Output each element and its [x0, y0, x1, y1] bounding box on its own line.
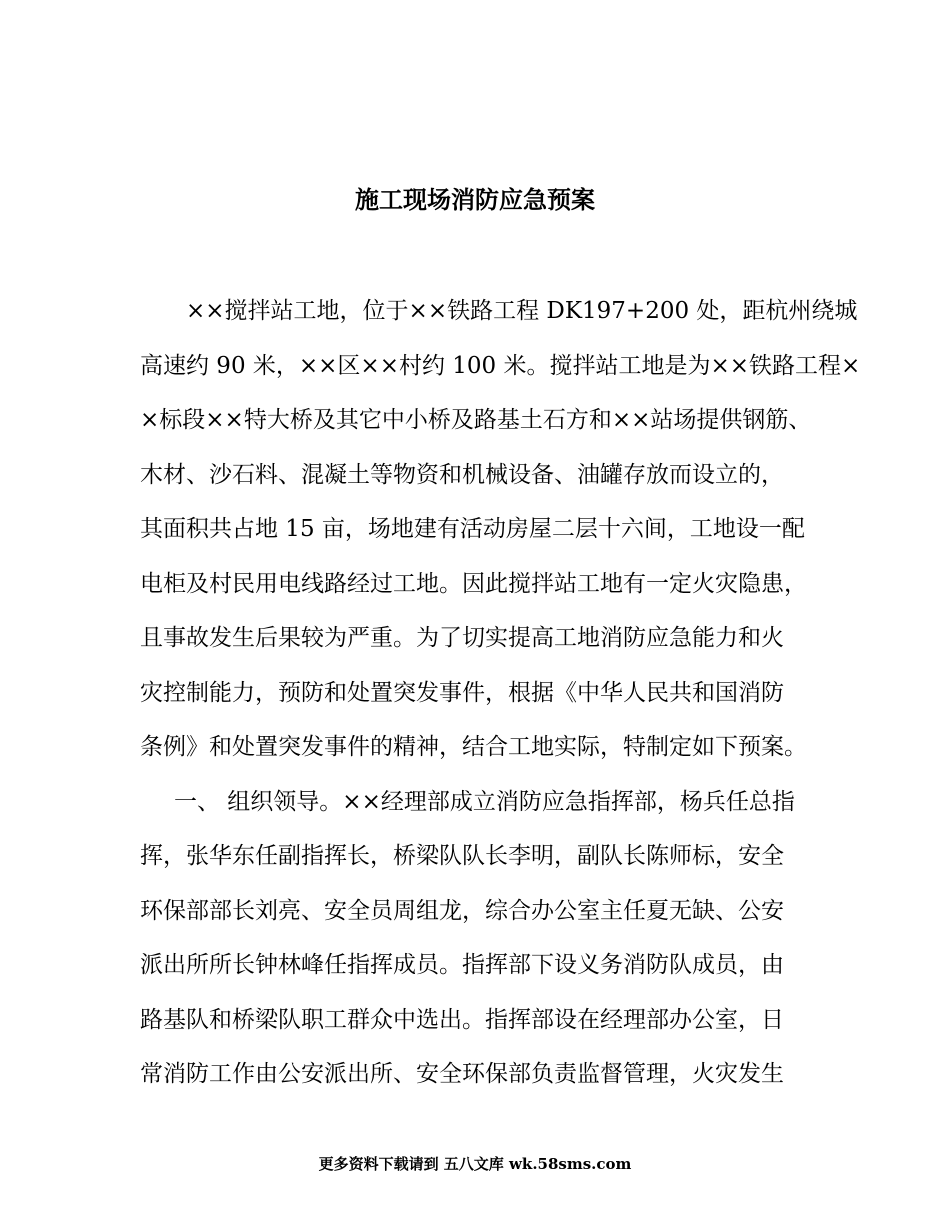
- text-line: 高速约 90 米，××区××村约 100 米。搅拌站工地是为××铁路工程×: [140, 352, 861, 379]
- text-line: ××搅拌站工地，位于××铁路工程 DK197+200 处，距杭州绕城: [186, 298, 858, 324]
- text-line: 且事故发生后果较为严重。为了切实提高工地消防应急能力和火: [140, 625, 784, 651]
- footer-download-link[interactable]: 更多资料下载请到 五八文库 wk.58sms.com: [318, 1155, 632, 1173]
- document-body: [140, 284, 861, 1102]
- text-line: 挥，张华东任副指挥长，桥梁队队长李明，副队长陈师标，安全: [140, 843, 784, 869]
- text-line: 路基队和桥梁队职工群众中选出。指挥部设在经理部办公室，日: [140, 1006, 784, 1033]
- text-line: 派出所所长钟林峰任指挥成员。指挥部下设义务消防队成员，由: [140, 952, 784, 978]
- section-heading-line: 一、 组织领导。××经理部成立消防应急指挥部，杨兵任总指: [174, 788, 795, 815]
- text-line: 常消防工作由公安派出所、安全环保部负责监督管理，火灾发生: [140, 1061, 784, 1087]
- text-line: 环保部部长刘亮、安全员周组龙，综合办公室主任夏无缺、公安: [140, 897, 784, 924]
- text-line: 条例》和处置突发事件的精神，结合工地实际，特制定如下预案。: [140, 734, 807, 760]
- page-title: 施工现场消防应急预案: [355, 185, 595, 214]
- text-line: 电柜及村民用电线路经过工地。因此搅拌站工地有一定火灾隐患，: [140, 570, 807, 597]
- text-line: 木材、沙石料、混凝土等物资和机械设备、油罐存放而设立的，: [140, 461, 784, 488]
- text-line: ×标段××特大桥及其它中小桥及路基土石方和××站场提供钢筋、: [140, 407, 812, 433]
- text-line: 灾控制能力，预防和处置突发事件，根据《中华人民共和国消防: [140, 679, 784, 706]
- text-line: 其面积共占地 15 亩，场地建有活动房屋二层十六间，工地设一配: [140, 516, 805, 542]
